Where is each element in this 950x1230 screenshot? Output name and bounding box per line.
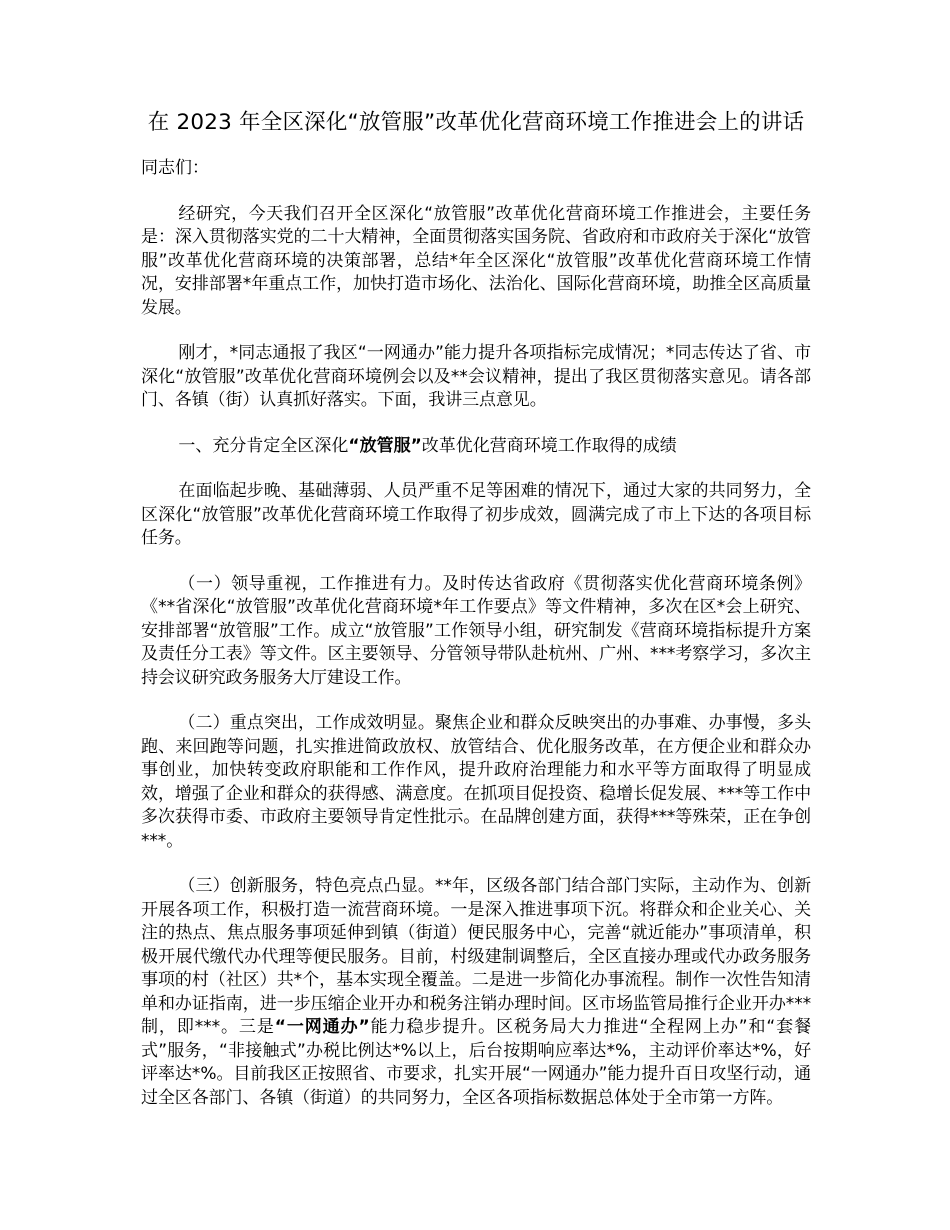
section-heading-1-bold: “放管服” — [348, 435, 422, 456]
paragraph-innovation-bold: “一网通办” — [274, 1017, 370, 1037]
salutation: 同志们： — [141, 158, 209, 178]
document-page — [141, 108, 811, 1110]
section-heading-1-pre: 一、充分肯定全区深化 — [178, 435, 349, 456]
section-heading-1 — [141, 435, 811, 459]
section-heading-1-post: 改革优化营商环境工作取得的成绩 — [421, 435, 677, 456]
paragraph-key-results: （二）重点突出，工作成效明显。聚焦企业和群众反映突出的办事难、办事慢，多头跑、来回跑等问题，扎实推进简政放权、放管结合、优化服务改革，在方便企业和群众办事创业，加快转变政府职能和工作作风，提升政府治理能力和水平等方面取得了明显成效，增强了企业和群众的获得感、满意度。在抓项目促投资、稳增长促发展、***等工作中多次获得市委、市政府主要领导肯定性批示。在品牌创建方面，获得***等殊荣，正在争创***。 — [141, 713, 811, 851]
document-title: 在 2023 年全区深化“放管服”改革优化营商环境工作推进会上的讲话 — [147, 110, 805, 135]
paragraph-intro: 经研究，今天我们召开全区深化“放管服”改革优化营商环境工作推进会，主要任务是：深入贯彻落实党的二十大精神，全面贯彻落实国务院、省政府和市政府关于深化“放管服”改革优化营商环境的决策部署，总结*年全区深化“放管服”改革优化营商环境工作情况，安排部署*年重点工作，加快打造市场化、法治化、国际化营商环境，助推全区高质量发展。 — [141, 203, 811, 318]
paragraph-leadership: （一）领导重视，工作推进有力。及时传达省政府《贯彻落实优化营商环境条例》《**省深化“放管服”改革优化营商环境*年工作要点》等文件精神，多次在区*会上研究、安排部署“放管服”工作。成立“放管服”工作领导小组，研究制发《营商环境指标提升方案及责任分工表》等文件。区主要领导、分管领导带队赴杭州、广州、***考察学习，多次主持会议研究政务服务大厅建设工作。 — [141, 573, 811, 688]
paragraph-achievements: 在面临起步晚、基础薄弱、人员严重不足等困难的情况下，通过大家的共同努力，全区深化“放管服”改革优化营商环境工作取得了初步成效，圆满完成了市上下达的各项目标任务。 — [141, 481, 811, 548]
paragraph-innovation-pre: （三）创新服务，特色亮点凸显。**年，区级各部门结合部门实际，主动作为、创新开展各项工作，积极打造一流营商环境。一是深入推进事项下沉。将群众和企业关心、关注的热点、焦点服务事项延伸到镇（街道）便民服务中心，完善“就近能办”事项清单，积极开展代缴代办代理等便民服务。目前，村级建制调整后，全区直接办理或代办政务服务事项的村（社区）共*个，基本实现全覆盖。二是进一步简化办事流程。制作一次性告知清单和办证指南，进一步压缩企业开办和税务注销办理时间。区市场监管局推行企业开办***制，即***。三是 — [141, 876, 811, 1037]
paragraph-innovation-post: 能力稳步提升。区税务局大力推进“全程网上办”和“套餐式”服务，“非接触式”办税比例达*%以上，后台按期响应率达*%，主动评价率达*%，好评率达*%。目前我区正按照省、市要求，扎实开展“一网通办”能力提升百日攻坚行动，通过全区各部门、各镇（街道）的共同努力，全区各项指标数据总体处于全市第一方阵。 — [141, 1017, 811, 1108]
paragraph-innovation — [141, 875, 811, 1110]
paragraph-briefing: 刚才，*同志通报了我区“一网通办”能力提升各项指标完成情况；*同志传达了省、市深化“放管服”改革优化营商环境例会以及**会议精神，提出了我区贯彻落实意见。请各部门、各镇（街）认真抓好落实。下面，我讲三点意见。 — [141, 343, 811, 410]
